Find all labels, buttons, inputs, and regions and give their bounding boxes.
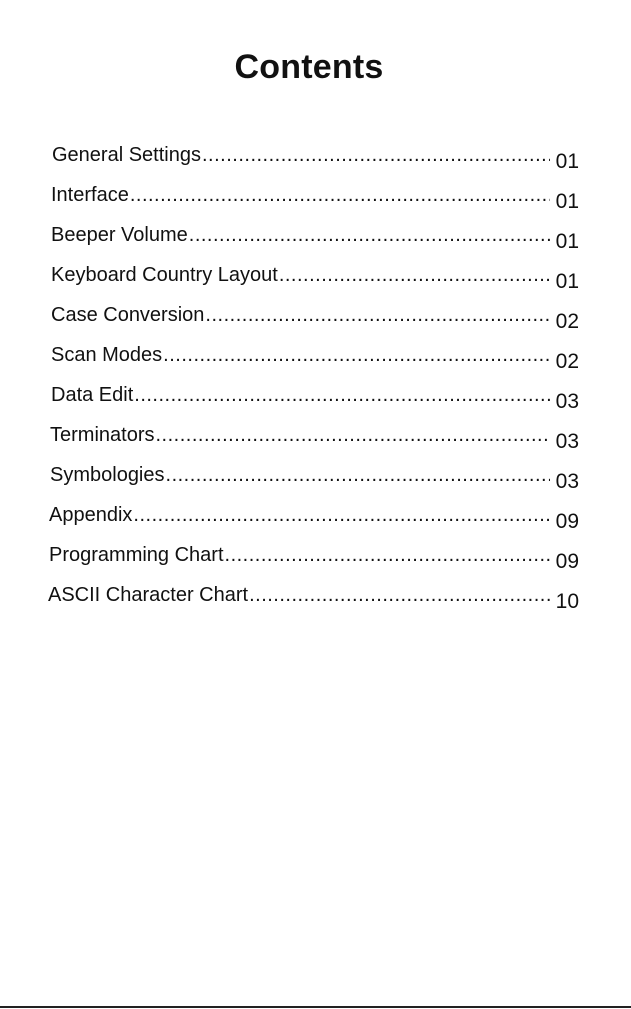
toc-dot-leader: [155, 424, 549, 446]
toc-dot-leader: [163, 344, 549, 366]
toc-entry-label: Symbologies: [50, 464, 165, 486]
toc-entry-page: 09: [555, 510, 579, 533]
toc-dot-leader: [134, 384, 549, 406]
toc-entry-label: Terminators: [50, 424, 155, 446]
toc-entry-page: 01: [555, 150, 579, 173]
page-title: Contents: [234, 48, 384, 86]
footer-rule: [0, 1006, 631, 1008]
toc-entry-interface[interactable]: [51, 178, 579, 213]
toc-dot-leader: [202, 144, 550, 166]
toc-entry-label: Programming Chart: [49, 544, 224, 566]
toc-entry-appendix[interactable]: [49, 498, 579, 533]
toc-entry-label: Appendix: [49, 504, 133, 526]
toc-entry-page: 01: [555, 190, 579, 213]
toc-entry-page: 01: [555, 270, 579, 293]
toc-dot-leader: [225, 544, 550, 566]
toc-entry-label: Case Conversion: [51, 304, 205, 326]
toc-entry-terminators[interactable]: [50, 418, 579, 453]
toc-entry-label: Scan Modes: [51, 344, 163, 366]
toc-entry-page: 02: [555, 310, 579, 333]
toc-entry-scan-modes[interactable]: [51, 338, 579, 373]
toc-entry-page: 03: [555, 470, 579, 493]
toc-entry-label: Beeper Volume: [51, 224, 188, 246]
toc-entry-data-edit[interactable]: [51, 378, 579, 413]
toc-entry-keyboard-country-layout[interactable]: [51, 258, 579, 293]
toc-entry-general-settings[interactable]: [52, 138, 579, 173]
toc-entry-label: Interface: [51, 184, 129, 206]
toc-entry-page: 02: [555, 350, 579, 373]
toc-dot-leader: [133, 504, 549, 526]
toc-dot-leader: [166, 464, 550, 486]
toc-dot-leader: [249, 584, 550, 606]
toc-entry-page: 01: [555, 230, 579, 253]
toc-entry-label: ASCII Character Chart: [48, 584, 249, 606]
toc-entry-page: 03: [555, 430, 579, 453]
toc-entry-label: General Settings: [52, 144, 201, 166]
toc-entry-beeper-volume[interactable]: [51, 218, 579, 253]
toc-entry-ascii-character-chart[interactable]: [48, 578, 579, 613]
toc-dot-leader: [189, 224, 550, 246]
toc-entry-symbologies[interactable]: [50, 458, 579, 493]
toc-entry-case-conversion[interactable]: [51, 298, 579, 333]
toc-dot-leader: [130, 184, 550, 206]
toc-entry-label: Data Edit: [51, 384, 134, 406]
toc-dot-leader: [205, 304, 549, 326]
toc-entry-page: 09: [555, 550, 579, 573]
toc-dot-leader: [279, 264, 550, 286]
toc-entry-programming-chart[interactable]: [49, 538, 579, 573]
toc-entry-page: 10: [555, 590, 579, 613]
toc-entry-label: Keyboard Country Layout: [51, 264, 278, 286]
toc-entry-page: 03: [555, 390, 579, 413]
